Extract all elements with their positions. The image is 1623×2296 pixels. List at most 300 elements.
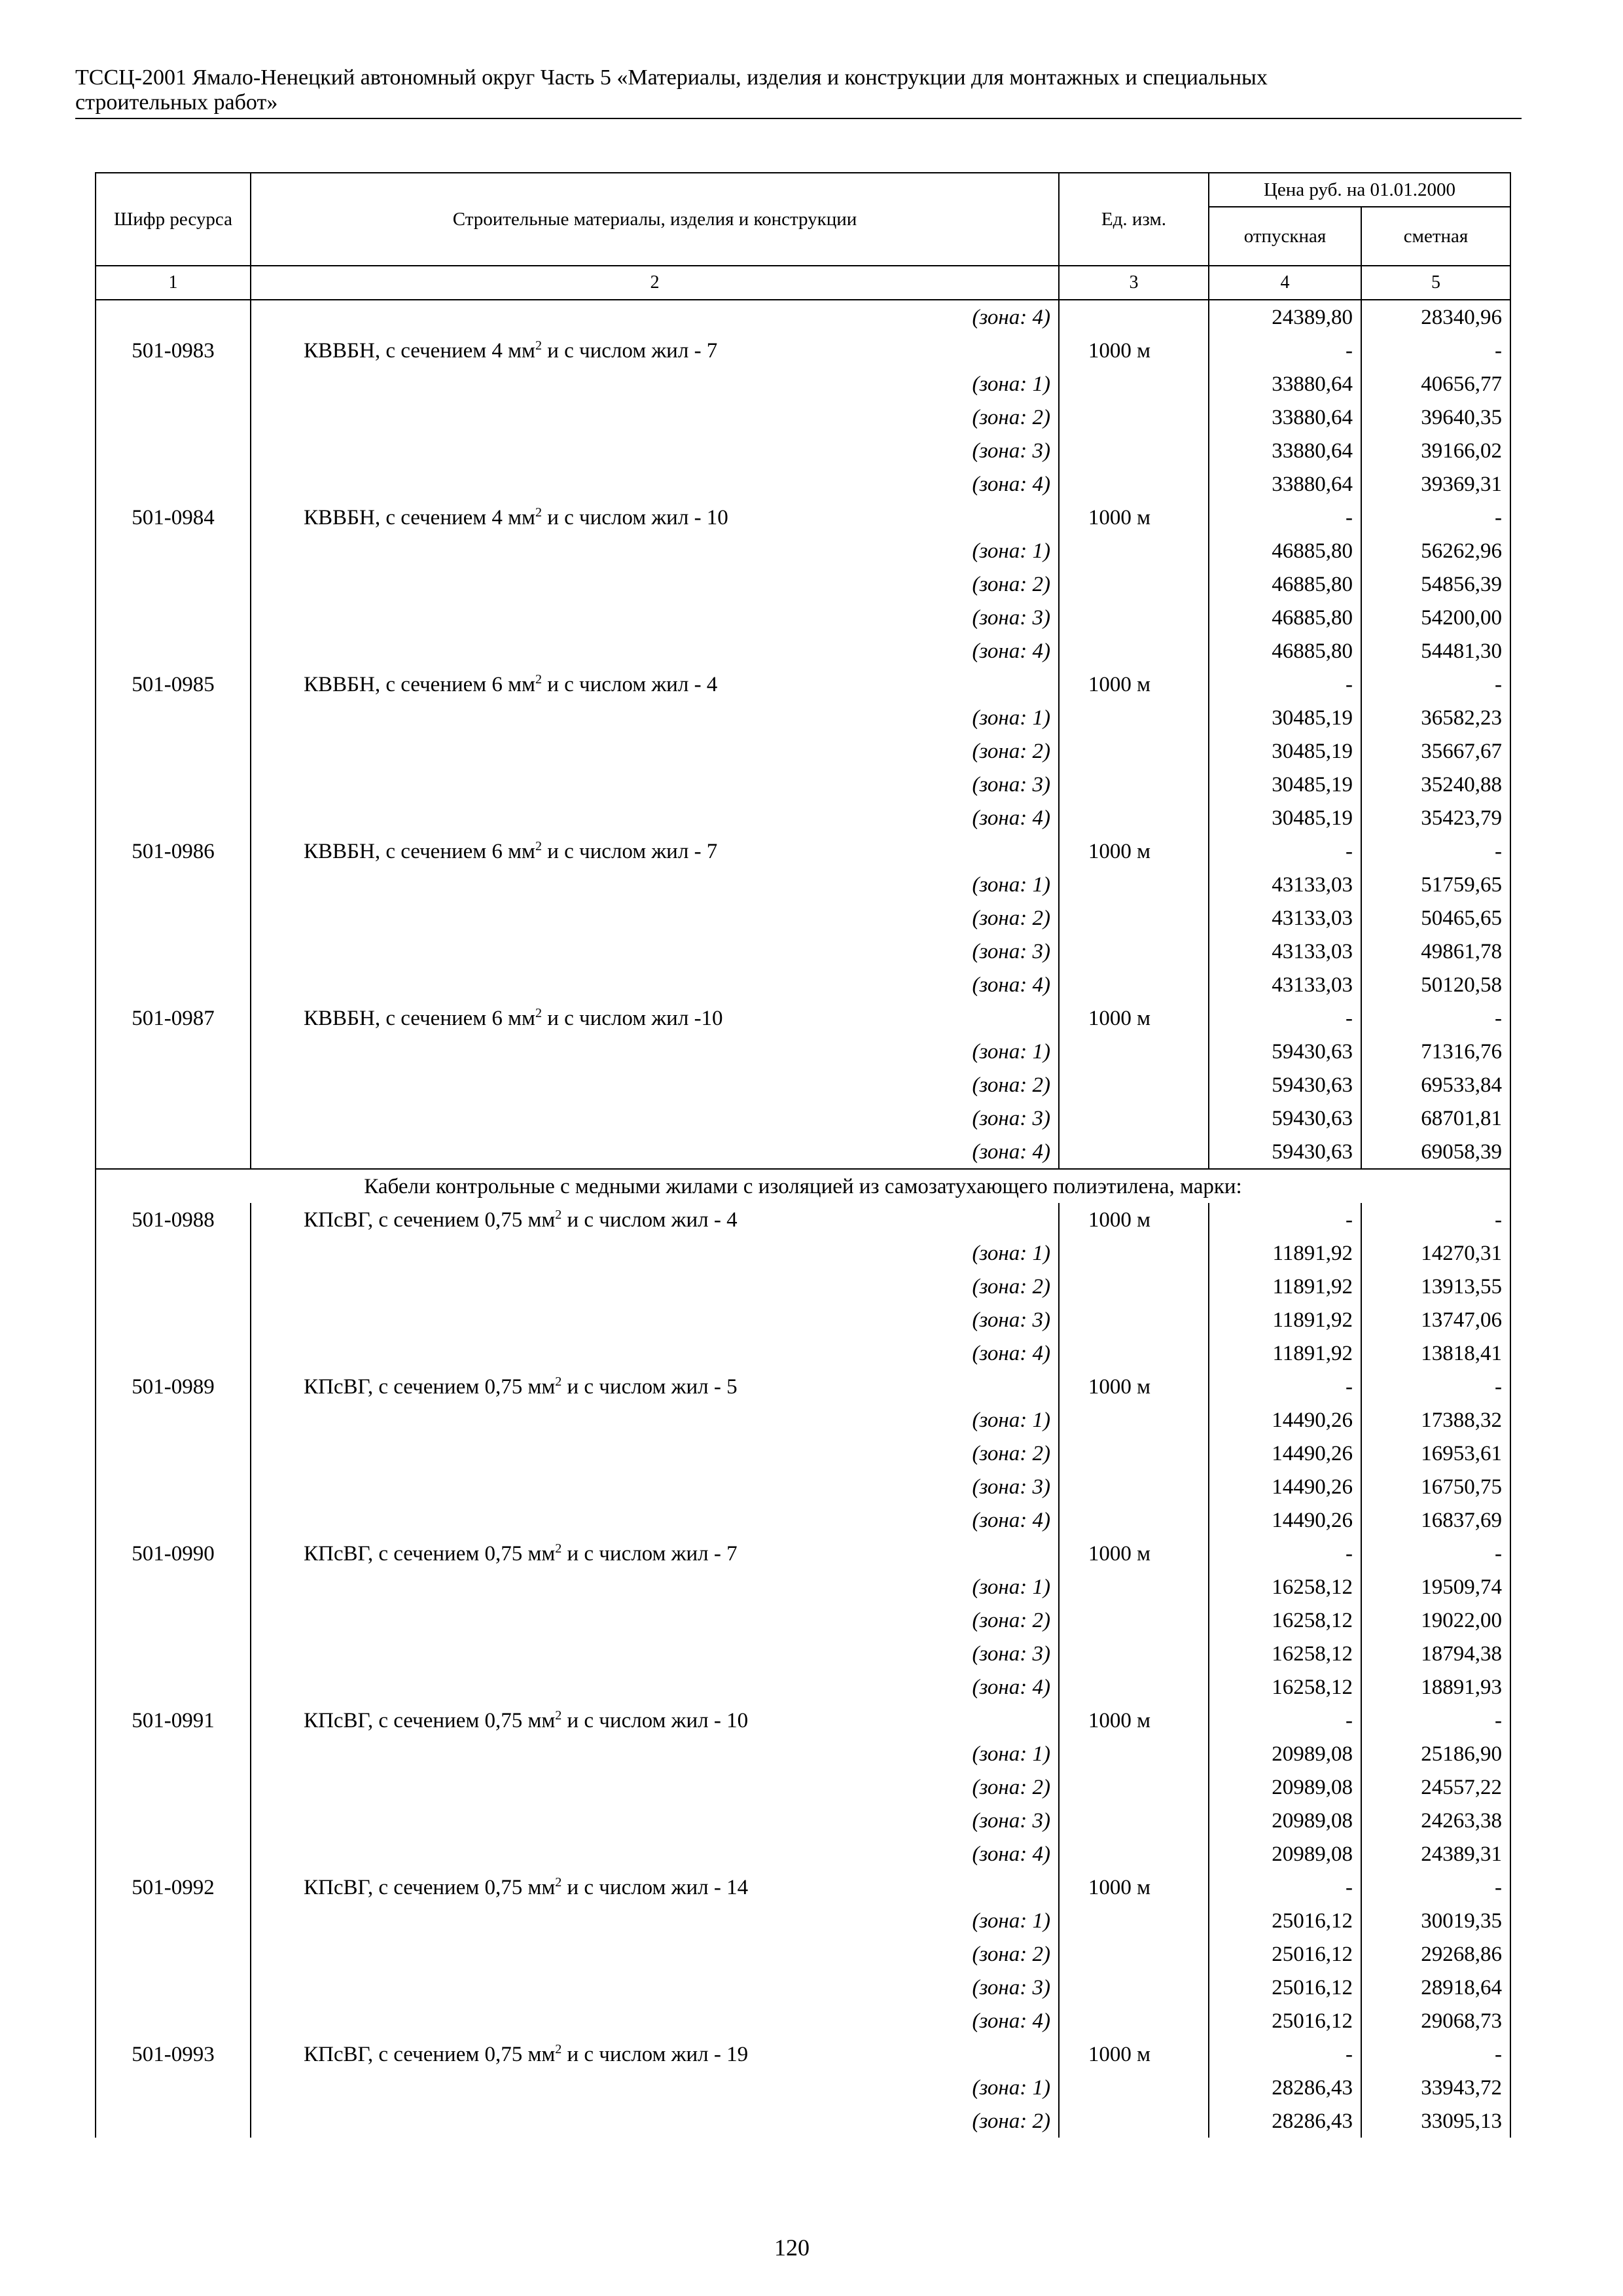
zone-label: (зона: 4) bbox=[251, 801, 1059, 834]
resource-code-empty bbox=[96, 1604, 251, 1637]
release-price: 59430,63 bbox=[1209, 1102, 1361, 1135]
material-name-suffix: и с числом жил - 7 bbox=[562, 1541, 738, 1566]
release-price: 59430,63 bbox=[1209, 1068, 1361, 1102]
unit-exponent: 2 bbox=[535, 838, 542, 853]
release-price: 28286,43 bbox=[1209, 2104, 1361, 2138]
material-name-text: КВВБН, с сечением 4 мм bbox=[304, 338, 535, 363]
unit-of-measure: 1000 м bbox=[1059, 834, 1209, 868]
release-price: - bbox=[1209, 1704, 1361, 1737]
zone-label: (зона: 3) bbox=[251, 1470, 1059, 1503]
header-release-price: отпускная bbox=[1209, 207, 1361, 266]
release-price: - bbox=[1209, 834, 1361, 868]
estimate-price: 35240,88 bbox=[1361, 768, 1510, 801]
resource-code-empty bbox=[96, 768, 251, 801]
release-price: 11891,92 bbox=[1209, 1236, 1361, 1270]
estimate-price: 33095,13 bbox=[1361, 2104, 1510, 2138]
zone-row bbox=[96, 1737, 1510, 1770]
unit-exponent: 2 bbox=[555, 2041, 562, 2056]
release-price: 30485,19 bbox=[1209, 701, 1361, 734]
release-price: 43133,03 bbox=[1209, 935, 1361, 968]
material-name bbox=[251, 334, 1059, 367]
estimate-price: - bbox=[1361, 501, 1510, 534]
unit-empty bbox=[1059, 1971, 1209, 2004]
header-code: Шифр ресурса bbox=[96, 173, 251, 266]
unit-empty bbox=[1059, 1336, 1209, 1370]
unit-exponent: 2 bbox=[555, 1874, 562, 1890]
zone-row bbox=[96, 1403, 1510, 1437]
resource-code-empty bbox=[96, 1737, 251, 1770]
zone-label: (зона: 3) bbox=[251, 1804, 1059, 1837]
release-price: 14490,26 bbox=[1209, 1470, 1361, 1503]
resource-code-empty bbox=[96, 2071, 251, 2104]
unit-of-measure: 1000 м bbox=[1059, 1704, 1209, 1737]
material-name bbox=[251, 501, 1059, 534]
zone-row bbox=[96, 367, 1510, 401]
resource-code-empty bbox=[96, 901, 251, 935]
estimate-price: 49861,78 bbox=[1361, 935, 1510, 968]
zone-row bbox=[96, 601, 1510, 634]
release-price: 46885,80 bbox=[1209, 601, 1361, 634]
release-price: 46885,80 bbox=[1209, 634, 1361, 668]
material-name-text: КПсВГ, с сечением 0,75 мм bbox=[304, 1875, 556, 1899]
zone-label: (зона: 2) bbox=[251, 2104, 1059, 2138]
resource-code-empty bbox=[96, 1904, 251, 1937]
resource-code: 501-0992 bbox=[96, 1871, 251, 1904]
resource-code-empty bbox=[96, 935, 251, 968]
unit-empty bbox=[1059, 801, 1209, 834]
unit-empty bbox=[1059, 1937, 1209, 1971]
zone-row bbox=[96, 935, 1510, 968]
material-name-suffix: и с числом жил - 4 bbox=[541, 672, 718, 696]
header-price: Цена руб. на 01.01.2000 bbox=[1209, 173, 1510, 207]
zone-row bbox=[96, 1971, 1510, 2004]
table-row bbox=[96, 1001, 1510, 1035]
estimate-price: 13913,55 bbox=[1361, 1270, 1510, 1303]
unit-empty bbox=[1059, 1604, 1209, 1637]
zone-label: (зона: 2) bbox=[251, 567, 1059, 601]
zone-label: (зона: 3) bbox=[251, 1102, 1059, 1135]
zone-row bbox=[96, 2004, 1510, 2037]
zone-row bbox=[96, 801, 1510, 834]
resource-code-empty bbox=[96, 1102, 251, 1135]
table-row bbox=[96, 334, 1510, 367]
header-estimate-price: сметная bbox=[1361, 207, 1510, 266]
table-row bbox=[96, 1203, 1510, 1236]
unit-exponent: 2 bbox=[535, 1005, 542, 1020]
estimate-price: 33943,72 bbox=[1361, 2071, 1510, 2104]
unit-empty bbox=[1059, 1804, 1209, 1837]
section-row bbox=[96, 1169, 1510, 1203]
table-row bbox=[96, 668, 1510, 701]
release-price: 25016,12 bbox=[1209, 1937, 1361, 1971]
material-name-suffix: и с числом жил - 10 bbox=[562, 1708, 749, 1732]
unit-exponent: 2 bbox=[535, 505, 542, 520]
release-price: 33880,64 bbox=[1209, 367, 1361, 401]
unit-empty bbox=[1059, 1470, 1209, 1503]
estimate-price: 17388,32 bbox=[1361, 1403, 1510, 1437]
estimate-price: - bbox=[1361, 1370, 1510, 1403]
estimate-price: 19509,74 bbox=[1361, 1570, 1510, 1604]
resource-code-empty bbox=[96, 300, 251, 334]
estimate-price: 24389,31 bbox=[1361, 1837, 1510, 1871]
estimate-price: 13747,06 bbox=[1361, 1303, 1510, 1336]
zone-row bbox=[96, 1904, 1510, 1937]
estimate-price: 16837,69 bbox=[1361, 1503, 1510, 1537]
zone-label: (зона: 1) bbox=[251, 534, 1059, 567]
release-price: 16258,12 bbox=[1209, 1670, 1361, 1704]
release-price: - bbox=[1209, 668, 1361, 701]
unit-empty bbox=[1059, 1770, 1209, 1804]
unit-empty bbox=[1059, 1670, 1209, 1704]
unit-empty bbox=[1059, 1135, 1209, 1169]
resource-code-empty bbox=[96, 1270, 251, 1303]
unit-empty bbox=[1059, 2004, 1209, 2037]
resource-code-empty bbox=[96, 1971, 251, 2004]
zone-label: (зона: 1) bbox=[251, 2071, 1059, 2104]
unit-empty bbox=[1059, 2104, 1209, 2138]
material-name-text: КВВБН, с сечением 6 мм bbox=[304, 672, 535, 696]
resource-code: 501-0987 bbox=[96, 1001, 251, 1035]
material-name bbox=[251, 1537, 1059, 1570]
zone-row bbox=[96, 434, 1510, 467]
resource-code-empty bbox=[96, 1570, 251, 1604]
resource-code-empty bbox=[96, 1937, 251, 1971]
resource-code-empty bbox=[96, 801, 251, 834]
resource-code-empty bbox=[96, 467, 251, 501]
release-price: - bbox=[1209, 2037, 1361, 2071]
estimate-price: 28340,96 bbox=[1361, 300, 1510, 334]
header-line-2: строительных работ» bbox=[75, 90, 278, 115]
table-body bbox=[96, 300, 1510, 2138]
release-price: 59430,63 bbox=[1209, 1135, 1361, 1169]
estimate-price: 69058,39 bbox=[1361, 1135, 1510, 1169]
release-price: - bbox=[1209, 1537, 1361, 1570]
release-price: 14490,26 bbox=[1209, 1437, 1361, 1470]
zone-label: (зона: 2) bbox=[251, 1770, 1059, 1804]
column-number: 1 bbox=[96, 266, 251, 300]
material-name bbox=[251, 1370, 1059, 1403]
material-name bbox=[251, 1203, 1059, 1236]
unit-of-measure: 1000 м bbox=[1059, 1370, 1209, 1403]
unit-empty bbox=[1059, 467, 1209, 501]
release-price: 30485,19 bbox=[1209, 734, 1361, 768]
material-name-suffix: и с числом жил - 14 bbox=[562, 1875, 749, 1899]
table-row bbox=[96, 1537, 1510, 1570]
zone-label: (зона: 2) bbox=[251, 1437, 1059, 1470]
resource-code: 501-0985 bbox=[96, 668, 251, 701]
release-price: 33880,64 bbox=[1209, 434, 1361, 467]
header-line-1: ТССЦ-2001 Ямало-Ненецкий автономный округ Часть 5 «Материалы, изделия и конструкции для монтажных и специальных bbox=[75, 65, 1268, 90]
zone-row bbox=[96, 1570, 1510, 1604]
unit-empty bbox=[1059, 1035, 1209, 1068]
resource-code-empty bbox=[96, 601, 251, 634]
resource-code-empty bbox=[96, 734, 251, 768]
zone-row bbox=[96, 1804, 1510, 1837]
release-price: 25016,12 bbox=[1209, 2004, 1361, 2037]
unit-empty bbox=[1059, 901, 1209, 935]
zone-row bbox=[96, 567, 1510, 601]
material-name-suffix: и с числом жил - 10 bbox=[541, 505, 728, 529]
estimate-price: 71316,76 bbox=[1361, 1035, 1510, 1068]
resource-code-empty bbox=[96, 1437, 251, 1470]
resource-code: 501-0984 bbox=[96, 501, 251, 534]
zone-label: (зона: 4) bbox=[251, 1336, 1059, 1370]
zone-row bbox=[96, 1837, 1510, 1871]
zone-label: (зона: 3) bbox=[251, 935, 1059, 968]
release-price: 59430,63 bbox=[1209, 1035, 1361, 1068]
estimate-price: 13818,41 bbox=[1361, 1336, 1510, 1370]
zone-label: (зона: 1) bbox=[251, 1035, 1059, 1068]
estimate-price: 36582,23 bbox=[1361, 701, 1510, 734]
release-price: 33880,64 bbox=[1209, 401, 1361, 434]
unit-empty bbox=[1059, 1904, 1209, 1937]
estimate-price: 19022,00 bbox=[1361, 1604, 1510, 1637]
release-price: 30485,19 bbox=[1209, 768, 1361, 801]
estimate-price: - bbox=[1361, 1871, 1510, 1904]
table-row bbox=[96, 1871, 1510, 1904]
estimate-price: 35667,67 bbox=[1361, 734, 1510, 768]
unit-empty bbox=[1059, 1403, 1209, 1437]
material-name-text: КВВБН, с сечением 6 мм bbox=[304, 839, 535, 863]
material-name bbox=[251, 1871, 1059, 1904]
zone-label: (зона: 3) bbox=[251, 1971, 1059, 2004]
zone-label: (зона: 1) bbox=[251, 1737, 1059, 1770]
resource-code-empty bbox=[96, 1637, 251, 1670]
estimate-price: 54856,39 bbox=[1361, 567, 1510, 601]
zone-label: (зона: 2) bbox=[251, 1068, 1059, 1102]
zone-label: (зона: 2) bbox=[251, 1604, 1059, 1637]
zone-label: (зона: 3) bbox=[251, 1637, 1059, 1670]
estimate-price: 50465,65 bbox=[1361, 901, 1510, 935]
estimate-price: 54200,00 bbox=[1361, 601, 1510, 634]
zone-row bbox=[96, 1035, 1510, 1068]
estimate-price: 50120,58 bbox=[1361, 968, 1510, 1001]
unit-empty bbox=[1059, 1068, 1209, 1102]
unit-empty bbox=[1059, 1503, 1209, 1537]
zone-row bbox=[96, 534, 1510, 567]
zone-row bbox=[96, 901, 1510, 935]
zone-row bbox=[96, 1604, 1510, 1637]
zone-label: (зона: 4) bbox=[251, 1135, 1059, 1169]
release-price: 46885,80 bbox=[1209, 534, 1361, 567]
header-name: Строительные материалы, изделия и конструкции bbox=[251, 173, 1059, 266]
material-name-text: КПсВГ, с сечением 0,75 мм bbox=[304, 1374, 556, 1399]
estimate-price: - bbox=[1361, 334, 1510, 367]
estimate-price: 16953,61 bbox=[1361, 1437, 1510, 1470]
release-price: 14490,26 bbox=[1209, 1503, 1361, 1537]
material-name-text: КВВБН, с сечением 4 мм bbox=[304, 505, 535, 529]
unit-empty bbox=[1059, 2071, 1209, 2104]
material-name-suffix: и с числом жил - 7 bbox=[541, 839, 718, 863]
release-price: 28286,43 bbox=[1209, 2071, 1361, 2104]
zone-label: (зона: 3) bbox=[251, 768, 1059, 801]
zone-row bbox=[96, 1102, 1510, 1135]
zone-label: (зона: 1) bbox=[251, 1236, 1059, 1270]
resource-code-empty bbox=[96, 1035, 251, 1068]
table-row bbox=[96, 2037, 1510, 2071]
zone-row bbox=[96, 701, 1510, 734]
resource-code-empty bbox=[96, 367, 251, 401]
estimate-price: 68701,81 bbox=[1361, 1102, 1510, 1135]
unit-empty bbox=[1059, 768, 1209, 801]
zone-label: (зона: 4) bbox=[251, 467, 1059, 501]
resource-code-empty bbox=[96, 2004, 251, 2037]
zone-row bbox=[96, 968, 1510, 1001]
release-price: - bbox=[1209, 501, 1361, 534]
resource-code-empty bbox=[96, 1236, 251, 1270]
zone-label: (зона: 2) bbox=[251, 734, 1059, 768]
zone-label: (зона: 4) bbox=[251, 1670, 1059, 1704]
zone-label: (зона: 3) bbox=[251, 434, 1059, 467]
release-price: 11891,92 bbox=[1209, 1336, 1361, 1370]
table-row bbox=[96, 501, 1510, 534]
release-price: 25016,12 bbox=[1209, 1904, 1361, 1937]
table-row bbox=[96, 834, 1510, 868]
unit-empty bbox=[1059, 634, 1209, 668]
resource-code: 501-0990 bbox=[96, 1537, 251, 1570]
estimate-price: - bbox=[1361, 1001, 1510, 1035]
zone-row bbox=[96, 401, 1510, 434]
page-number: 120 bbox=[774, 2234, 810, 2261]
material-name bbox=[251, 2037, 1059, 2071]
estimate-price: 39640,35 bbox=[1361, 401, 1510, 434]
estimate-price: - bbox=[1361, 1704, 1510, 1737]
resource-code-empty bbox=[96, 1336, 251, 1370]
unit-exponent: 2 bbox=[535, 338, 542, 353]
estimate-price: 54481,30 bbox=[1361, 634, 1510, 668]
estimate-price: - bbox=[1361, 668, 1510, 701]
resource-code-empty bbox=[96, 1135, 251, 1169]
zone-label: (зона: 4) bbox=[251, 2004, 1059, 2037]
zone-row bbox=[96, 1303, 1510, 1336]
unit-empty bbox=[1059, 601, 1209, 634]
estimate-price: 35423,79 bbox=[1361, 801, 1510, 834]
resource-code-empty bbox=[96, 1470, 251, 1503]
estimate-price: 28918,64 bbox=[1361, 1971, 1510, 2004]
resource-code: 501-0988 bbox=[96, 1203, 251, 1236]
unit-exponent: 2 bbox=[555, 1374, 562, 1389]
release-price: 25016,12 bbox=[1209, 1971, 1361, 2004]
estimate-price: 24557,22 bbox=[1361, 1770, 1510, 1804]
estimate-price: 30019,35 bbox=[1361, 1904, 1510, 1937]
release-price: - bbox=[1209, 1001, 1361, 1035]
release-price: 43133,03 bbox=[1209, 868, 1361, 901]
resource-code-empty bbox=[96, 968, 251, 1001]
zone-row bbox=[96, 1670, 1510, 1704]
unit-empty bbox=[1059, 868, 1209, 901]
section-title: Кабели контрольные с медными жилами с изоляцией из самозатухающего полиэтилена, марки: bbox=[96, 1169, 1510, 1203]
zone-label: (зона: 1) bbox=[251, 1570, 1059, 1604]
zone-label: (зона: 4) bbox=[251, 968, 1059, 1001]
resource-code: 501-0986 bbox=[96, 834, 251, 868]
zone-label: (зона: 4) bbox=[251, 300, 1059, 334]
zone-label: (зона: 2) bbox=[251, 401, 1059, 434]
zone-label: (зона: 4) bbox=[251, 634, 1059, 668]
material-name-text: КПсВГ, с сечением 0,75 мм bbox=[304, 2042, 556, 2066]
zone-row bbox=[96, 300, 1510, 334]
zone-row bbox=[96, 1503, 1510, 1537]
estimate-price: 29268,86 bbox=[1361, 1937, 1510, 1971]
resource-code-empty bbox=[96, 1770, 251, 1804]
material-name-suffix: и с числом жил - 4 bbox=[562, 1208, 738, 1232]
estimate-price: 18891,93 bbox=[1361, 1670, 1510, 1704]
estimate-price: - bbox=[1361, 2037, 1510, 2071]
estimate-price: 29068,73 bbox=[1361, 2004, 1510, 2037]
zone-label: (зона: 2) bbox=[251, 1937, 1059, 1971]
resource-code-empty bbox=[96, 567, 251, 601]
unit-empty bbox=[1059, 434, 1209, 467]
estimate-price: 14270,31 bbox=[1361, 1236, 1510, 1270]
unit-empty bbox=[1059, 1837, 1209, 1871]
estimate-price: 39369,31 bbox=[1361, 467, 1510, 501]
unit-exponent: 2 bbox=[555, 1541, 562, 1556]
release-price: 20989,08 bbox=[1209, 1837, 1361, 1871]
resource-code-empty bbox=[96, 534, 251, 567]
release-price: - bbox=[1209, 1871, 1361, 1904]
resource-code: 501-0993 bbox=[96, 2037, 251, 2071]
material-name-suffix: и с числом жил - 7 bbox=[541, 338, 718, 363]
unit-empty bbox=[1059, 1437, 1209, 1470]
material-name-suffix: и с числом жил - 19 bbox=[562, 2042, 749, 2066]
zone-label: (зона: 2) bbox=[251, 1270, 1059, 1303]
zone-label: (зона: 1) bbox=[251, 367, 1059, 401]
material-name bbox=[251, 668, 1059, 701]
estimate-price: - bbox=[1361, 1203, 1510, 1236]
page-header bbox=[75, 65, 1522, 119]
resource-code-empty bbox=[96, 1804, 251, 1837]
zone-row bbox=[96, 1068, 1510, 1102]
estimate-price: 51759,65 bbox=[1361, 868, 1510, 901]
unit-empty bbox=[1059, 734, 1209, 768]
zone-row bbox=[96, 1470, 1510, 1503]
material-name-text: КПсВГ, с сечением 0,75 мм bbox=[304, 1541, 556, 1566]
release-price: - bbox=[1209, 1203, 1361, 1236]
estimate-price: 18794,38 bbox=[1361, 1637, 1510, 1670]
release-price: 20989,08 bbox=[1209, 1804, 1361, 1837]
resource-code-empty bbox=[96, 1503, 251, 1537]
unit-empty bbox=[1059, 567, 1209, 601]
unit-exponent: 2 bbox=[555, 1207, 562, 1222]
unit-empty bbox=[1059, 935, 1209, 968]
resource-code-empty bbox=[96, 1068, 251, 1102]
zone-label: (зона: 1) bbox=[251, 1403, 1059, 1437]
estimate-price: 24263,38 bbox=[1361, 1804, 1510, 1837]
zone-label: (зона: 1) bbox=[251, 701, 1059, 734]
material-name-suffix: и с числом жил - 5 bbox=[562, 1374, 738, 1399]
unit-empty bbox=[1059, 534, 1209, 567]
resource-code-empty bbox=[96, 868, 251, 901]
material-name-text: КПсВГ, с сечением 0,75 мм bbox=[304, 1708, 556, 1732]
unit-empty bbox=[1059, 1270, 1209, 1303]
zone-row bbox=[96, 1135, 1510, 1169]
release-price: 24389,80 bbox=[1209, 300, 1361, 334]
zone-row bbox=[96, 1236, 1510, 1270]
resource-code-empty bbox=[96, 701, 251, 734]
release-price: - bbox=[1209, 1370, 1361, 1403]
resource-code-empty bbox=[96, 634, 251, 668]
unit-empty bbox=[1059, 300, 1209, 334]
table-row bbox=[96, 1370, 1510, 1403]
estimate-price: - bbox=[1361, 1537, 1510, 1570]
unit-empty bbox=[1059, 1102, 1209, 1135]
column-number: 2 bbox=[251, 266, 1059, 300]
unit-empty bbox=[1059, 401, 1209, 434]
material-name bbox=[251, 834, 1059, 868]
zone-label: (зона: 1) bbox=[251, 1904, 1059, 1937]
material-name-text: КПсВГ, с сечением 0,75 мм bbox=[304, 1208, 556, 1232]
unit-empty bbox=[1059, 1637, 1209, 1670]
unit-exponent: 2 bbox=[555, 1708, 562, 1723]
